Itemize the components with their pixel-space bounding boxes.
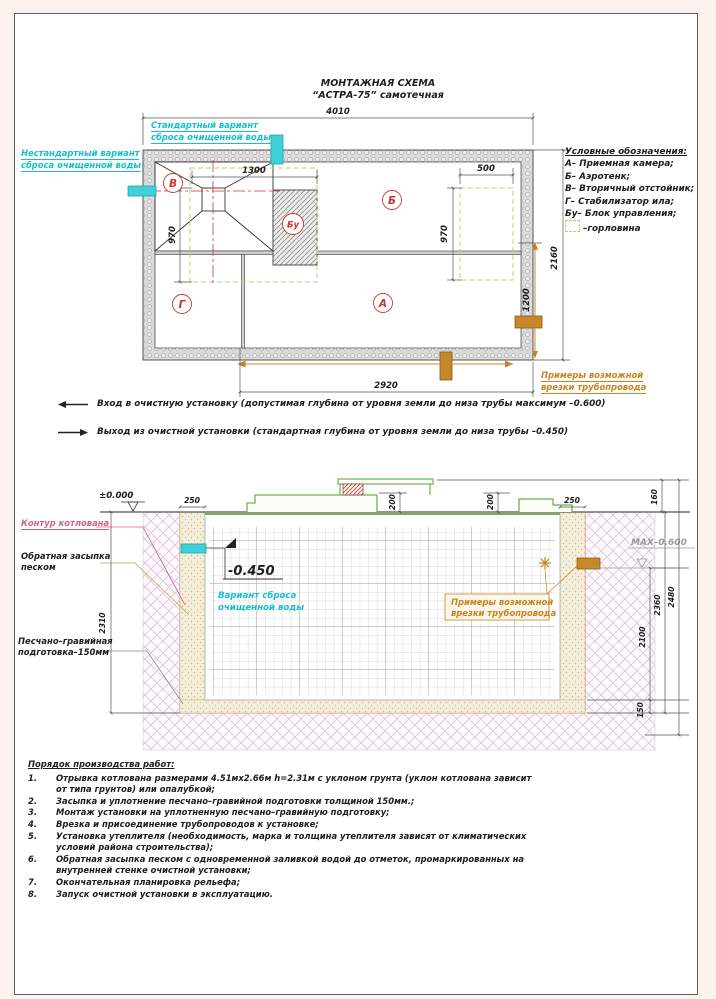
outlet-arrow-icon — [58, 428, 88, 437]
work-order — [28, 759, 543, 900]
inlet-pipe-section — [577, 558, 600, 569]
legend-title: Условные обозначения: — [565, 147, 687, 157]
work-order-item: 4. Врезка и присоединение трубопроводов к установке; — [28, 818, 319, 829]
label-standard-outlet: Стандартный вариант сброса очищенной воды — [151, 120, 271, 142]
title-line-1: МОНТАЖНАЯ СХЕМА — [320, 78, 436, 89]
outlet-variant-label-1: Вариант сброса — [218, 591, 297, 601]
dim-250-right: 250 — [564, 496, 580, 505]
vent-hatch — [343, 484, 363, 495]
label-nonstandard-outlet: Нестандартный вариант сброса очищенной воды — [21, 148, 141, 170]
label-sand-bed: Песчано–гравийная подготовка–150мм — [18, 636, 113, 657]
cover-top-plate — [338, 479, 433, 484]
label-backfill: Обратная засыпка песком — [21, 551, 111, 572]
compartment-b-label: Б — [387, 195, 397, 207]
level-inlet-value: -0.450 — [228, 564, 275, 579]
label-pit-contour: Контур котлована — [21, 518, 110, 528]
drawing-title — [288, 78, 468, 101]
work-order-title: Порядок производства работ: — [28, 759, 175, 769]
nonstandard-outlet-pipe — [128, 186, 156, 196]
inlet-pipe-bottom — [440, 352, 452, 380]
level-zero-marker — [121, 502, 145, 511]
dim-160: 160 — [650, 489, 659, 505]
dim-1200: 1200 — [522, 288, 532, 312]
outlet-variant-pipe — [181, 544, 206, 553]
legend — [565, 146, 715, 236]
dim-2360: 2360 — [653, 594, 662, 616]
legend-item: А– Приемная камера; — [565, 159, 674, 170]
neck-symbol-icon — [565, 220, 580, 232]
title-line-2: “АСТРА-75” самотечная — [312, 89, 444, 101]
legend-item: Г– Стабилизатор ила; — [565, 196, 675, 207]
plan-internal-wall-horizontal — [155, 251, 521, 255]
legend-item: Бу– Блок управления; — [565, 209, 677, 220]
compartment-g-label: Г — [178, 299, 186, 311]
inlet-arrow-icon — [58, 400, 88, 409]
work-order-item: 6. Обратная засыпка песком с одновременной заливкой водой до отметок, промаркированных на внутренней стенке очистной установки; — [28, 853, 525, 876]
pipe-callout-label-1: Примеры возможной — [451, 597, 554, 607]
label-pipe-examples-plan: Примеры возможной врезки трубопровода — [541, 370, 647, 392]
dim-200-right: 200 — [486, 494, 495, 510]
dim-2160: 2160 — [550, 246, 560, 270]
dim-4010: 4010 — [326, 107, 350, 117]
dim-1300: 1300 — [242, 166, 266, 176]
dim-500: 500 — [477, 164, 495, 174]
legend-item: В– Вторичный отстойник; — [565, 184, 695, 195]
section-view-drawing — [85, 455, 716, 775]
plan-internal-wall-vertical — [242, 255, 245, 349]
level-zero-label: ±0.000 — [99, 491, 134, 501]
note-outlet: Выход из очистной установки (стандартная глубина от уровня земли до низа трубы –0.450) — [58, 427, 568, 437]
compartment-bu-label: Бу — [286, 220, 300, 231]
compartment-v-label: В — [168, 178, 178, 190]
work-order-item: 7. Окончательная планировка рельефа; — [28, 876, 241, 887]
note-inlet: Вход в очистную установку (допустимая глубина от уровня земли до низа трубы максимум –0.600) — [58, 399, 605, 409]
dim-970-right: 970 — [440, 225, 450, 243]
dim-2480: 2480 — [667, 586, 676, 608]
dim-970-left: 970 — [168, 226, 178, 244]
dim-200-left: 200 — [388, 494, 397, 510]
work-order-item: 5. Установка утеплителя (необходимость, марка и толщина утеплителя зависят от климатических условий района строительства); — [28, 830, 527, 853]
standard-outlet-pipe — [271, 135, 283, 164]
compartment-a-label: А — [378, 298, 388, 310]
cover-left — [247, 495, 377, 512]
outlet-variant-label-2: очищенной воды — [218, 603, 305, 613]
dim-2920: 2920 — [374, 381, 398, 391]
dim-150: 150 — [636, 702, 645, 718]
work-order-item: 1. Отрывка котлована размерами 4.51мх2.66м h=2.31м с уклоном грунта (уклон котлована зависит от типа грунтов) или опалубкой; — [28, 772, 532, 795]
legend-item-gorlovina: –горловина — [565, 220, 715, 235]
dim-2310: 2310 — [98, 612, 107, 634]
pipe-callout-label-2: врезки трубопровода — [451, 608, 557, 618]
work-order-item: 2. Засыпка и уплотнение песчано–гравийной подготовки толщиной 150мм.; — [28, 795, 415, 806]
inlet-pipe-right — [515, 316, 542, 328]
dim-250-left: 250 — [184, 496, 200, 505]
work-order-item: 8. Запуск очистной установки в эксплуатацию. — [28, 888, 273, 899]
level-max-label: МАХ–0.600 — [631, 538, 687, 548]
dim-2100: 2100 — [638, 626, 647, 648]
legend-item: Б– Аэротенк; — [565, 171, 631, 182]
work-order-item: 3. Монтаж установки на уплотненную песчано–гравийную подготовку; — [28, 807, 390, 818]
